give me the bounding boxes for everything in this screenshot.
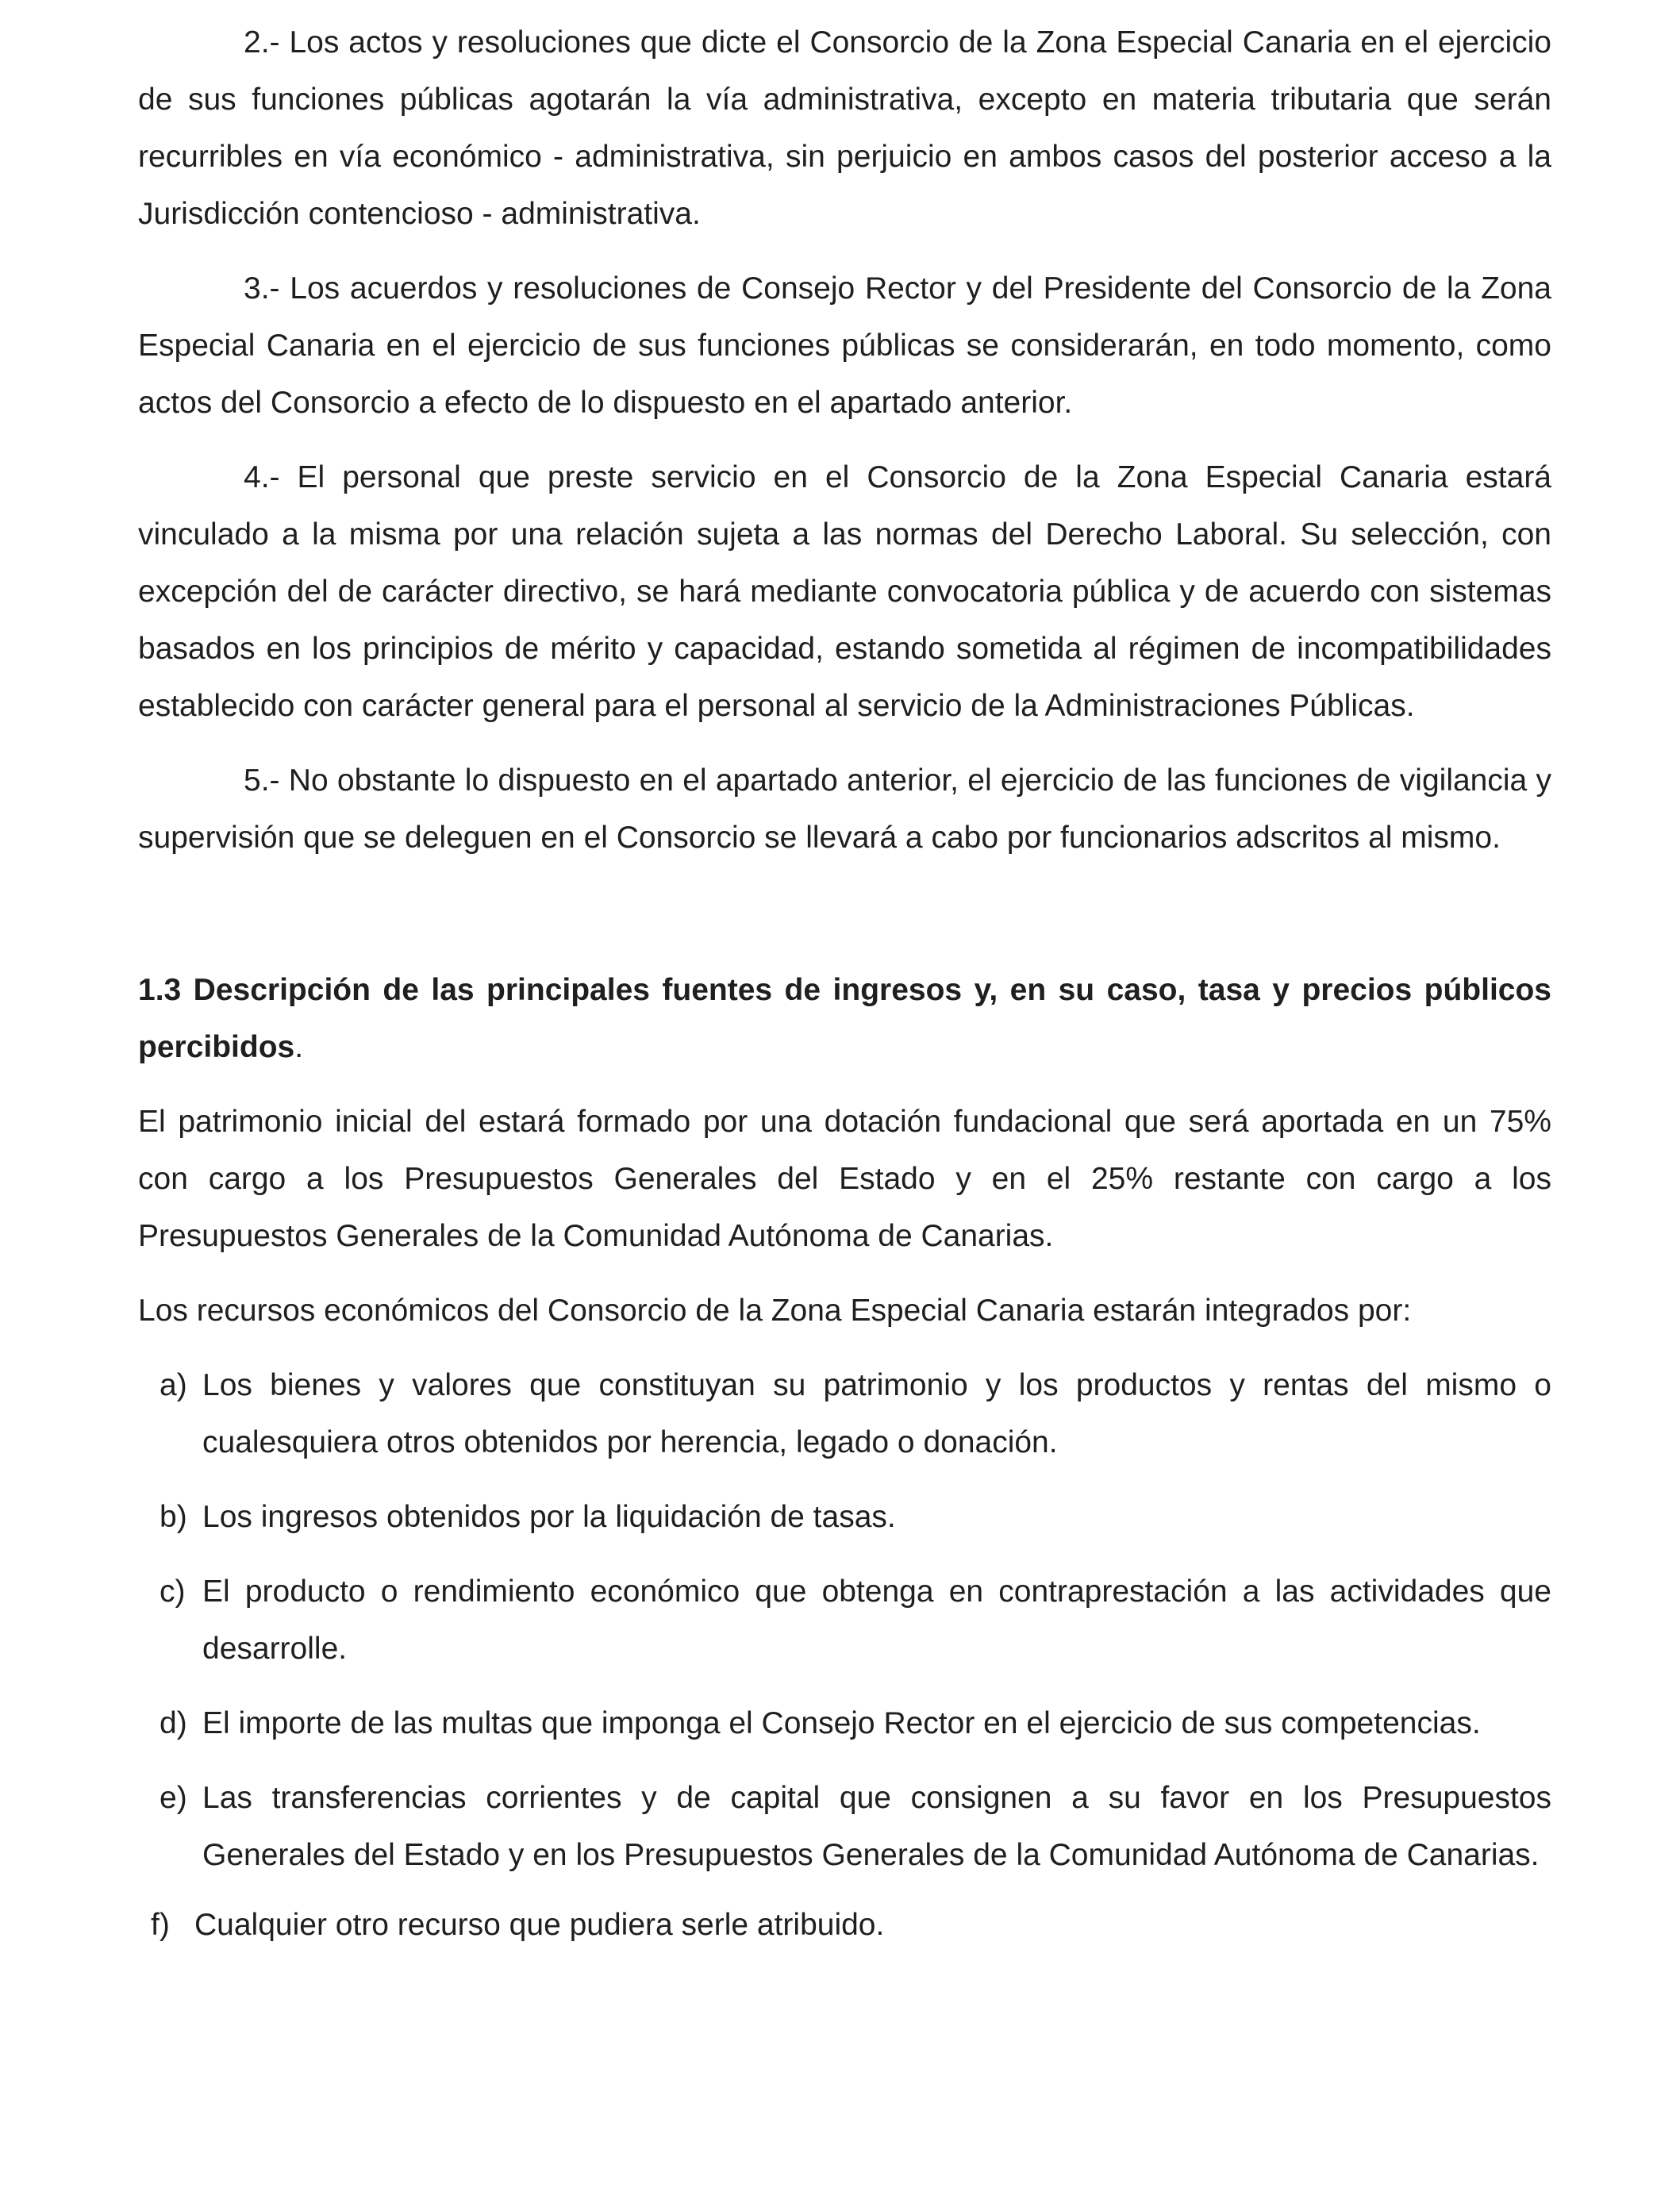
section-heading-period: . bbox=[294, 1030, 304, 1064]
list-item-text: Los ingresos obtenidos por la liquidación de tasas. bbox=[202, 1500, 896, 1534]
list-item-text: El producto o rendimiento económico que obtenga en contraprestación a las actividades que desarrolle. bbox=[202, 1575, 1551, 1666]
section-heading-text: 1.3 Descripción de las principales fuentes de ingresos y, en su caso, tasa y precios públicos percibidos bbox=[138, 973, 1551, 1064]
list-item bbox=[138, 1695, 1551, 1752]
list-marker: e) bbox=[160, 1781, 187, 1815]
list-marker: b) bbox=[160, 1500, 187, 1534]
list-marker: a) bbox=[160, 1368, 187, 1402]
list-item bbox=[138, 1563, 1551, 1678]
list-item-text: Los bienes y valores que constituyan su patrimonio y los productos y rentas del mismo o cualesquiera otros obtenidos por herencia, legado o donación. bbox=[202, 1368, 1551, 1459]
paragraph-2: 2.- Los actos y resoluciones que dicte el Consorcio de la Zona Especial Canaria en el ejercicio de sus funciones públicas agotarán la vía administrativa, excepto en materia tributaria que serán recurribles en vía económico - administrativa, sin perjuicio en ambos casos del posterior acceso a la Jurisdicción contencioso - administrativa. bbox=[138, 25, 1551, 231]
list-item-text: Cualquier otro recurso que pudiera serle atribuido. bbox=[194, 1908, 885, 1942]
paragraph-3: 3.- Los acuerdos y resoluciones de Consejo Rector y del Presidente del Consorcio de la Zona Especial Canaria en el ejercicio de sus funciones públicas se considerarán, en todo momento, como actos del Consorcio a efecto de lo dispuesto en el apartado anterior. bbox=[138, 271, 1551, 420]
resources-list bbox=[138, 1357, 1551, 1954]
list-marker: f) bbox=[151, 1908, 170, 1942]
section-heading bbox=[138, 962, 1551, 1076]
list-item-text: Las transferencias corrientes y de capital que consignen a su favor en los Presupuestos Generales del Estado y en los Presupuestos Generales de la Comunidad Autónoma de Canarias. bbox=[202, 1781, 1551, 1872]
document-page bbox=[138, 14, 1551, 1954]
list-item bbox=[138, 1770, 1551, 1884]
list-item-text: El importe de las multas que imponga el Consejo Rector en el ejercicio de sus competencias. bbox=[202, 1706, 1481, 1740]
patrimonio-paragraph: El patrimonio inicial del estará formado por una dotación fundacional que será aportada en un 75% con cargo a los Presupuestos Generales del Estado y en el 25% restante con cargo a los Presupuestos Generales de la Comunidad Autónoma de Canarias. bbox=[138, 1105, 1551, 1253]
list-item bbox=[138, 1357, 1551, 1471]
list-marker: d) bbox=[160, 1706, 187, 1740]
paragraph-5: 5.- No obstante lo dispuesto en el apartado anterior, el ejercicio de las funciones de vigilancia y supervisión que se deleguen en el Consorcio se llevará a cabo por funcionarios adscritos al mismo. bbox=[138, 763, 1551, 855]
list-item bbox=[138, 1897, 1551, 1954]
resources-intro: Los recursos económicos del Consorcio de la Zona Especial Canaria estarán integrados por: bbox=[138, 1294, 1412, 1328]
list-marker: c) bbox=[160, 1575, 186, 1609]
paragraph-4: 4.- El personal que preste servicio en el Consorcio de la Zona Especial Canaria estará vinculado a la misma por una relación sujeta a las normas del Derecho Laboral. Su selección, con excepción del de carácter directivo, se hará mediante convocatoria pública y de acuerdo con sistemas basados en los principios de mérito y capacidad, estando sometida al régimen de incompatibilidades establecido con carácter general para el personal al servicio de la Administraciones Públicas. bbox=[138, 460, 1551, 723]
list-item bbox=[138, 1489, 1551, 1546]
